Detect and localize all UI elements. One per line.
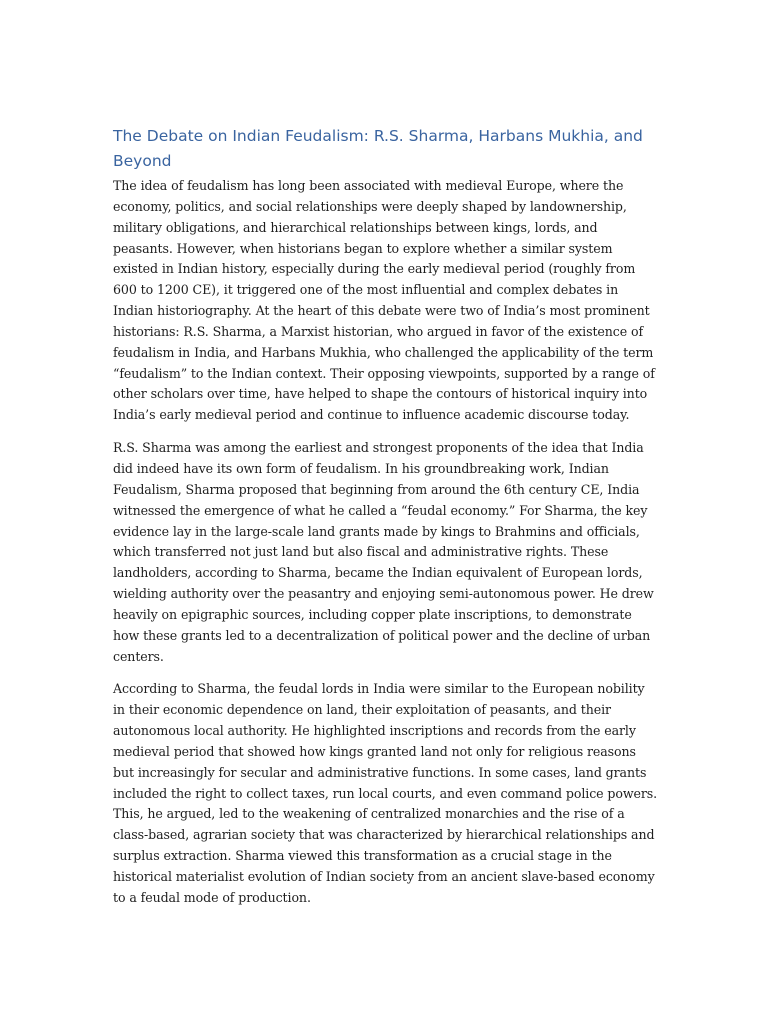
paragraph-sharma-thesis: R.S. Sharma was among the earliest and strongest proponents of the idea that India did indeed have its own form of feudalism. In his groundbreaking work, Indian Feudalism, Sharma proposed that beginning from around the 6th century CE, India witnessed the emergence of what he called a “feudal economy.” For Sharma, the key evidence lay in the large-scale land grants made by kings to Brahmins and officials, which transferred not just land but also fiscal and administrative rights. These landholders, according to Sharma, became the Indian equivalent of European lords, wielding authority over the peasantry and enjoying semi-autonomous power. He drew heavily on epigraphic sources, including copper plate inscriptions, to demonstrate how these grants led to a decentralization of political power and the decline of urban centers. bbox=[113, 440, 654, 664]
paragraph-introduction: The idea of feudalism has long been associated with medieval Europe, where the economy, politics, and social relationships were deeply shaped by landownership, military obligations, and hierarchical relationships between kings, lords, and peasants. However, when historians began to explore whether a similar system existed in Indian history, especially during the early medieval period (roughly from 600 to 1200 CE), it triggered one of the most influential and complex debates in Indian historiography. At the heart of this debate were two of India’s most prominent historians: R.S. Sharma, a Marxist historian, who argued in favor of the existence of feudalism in India, and Harbans Mukhia, who challenged the applicability of the term “feudalism” to the Indian context. Their opposing viewpoints, supported by a range of other scholars over time, have helped to shape the contours of historical inquiry into India’s early medieval period and continue to influence academic discourse today. bbox=[113, 178, 655, 423]
document-title: The Debate on Indian Feudalism: R.S. Sharma, Harbans Mukhia, and Beyond bbox=[113, 127, 643, 170]
document-body bbox=[113, 124, 658, 921]
paragraph-sharma-lords: According to Sharma, the feudal lords in India were similar to the European nobility in their economic dependence on land, their exploitation of peasants, and their autonomous local authority. He highlighted inscriptions and records from the early medieval period that showed how kings granted land not only for religious reasons but increasingly for secular and administrative functions. In some cases, land grants included the right to collect taxes, run local courts, and even command police powers. This, he argued, led to the weakening of centralized monarchies and the rise of a class-based, agrarian society that was characterized by hierarchical relationships and surplus extraction. Sharma viewed this transformation as a crucial stage in the historical materialist evolution of Indian society from an ancient slave-based economy to a feudal mode of production. bbox=[113, 681, 658, 905]
